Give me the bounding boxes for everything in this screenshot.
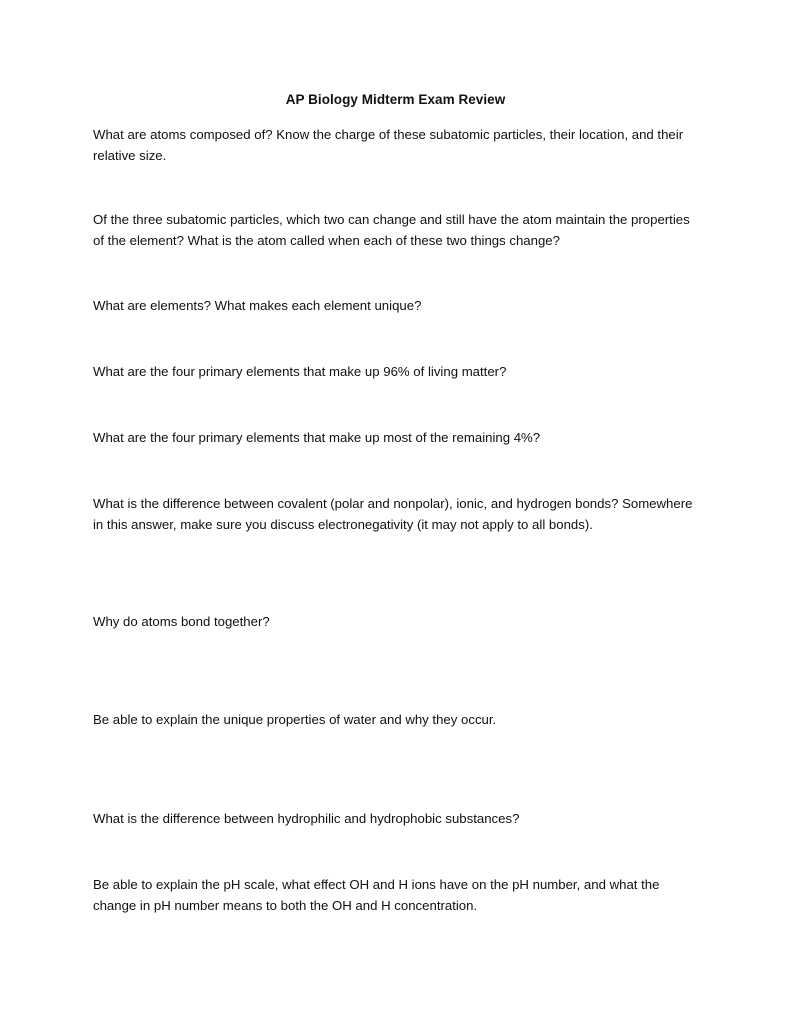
question-hydrophilic-hydrophobic: What is the difference between hydrophilic and hydrophobic substances? (93, 811, 520, 826)
question-subatomic-changes: Of the three subatomic particles, which two can change and still have the atom maintain the properties of the element? What is the atom called when each of these two things change? (93, 212, 690, 248)
question-primary-elements: What are the four primary elements that make up 96% of living matter? (93, 364, 507, 379)
question-atoms-composition: What are atoms composed of? Know the charge of these subatomic particles, their location, and their relative size. (93, 127, 684, 163)
question-water-properties: Be able to explain the unique properties of water and why they occur. (93, 712, 497, 727)
question-bond-types: What is the difference between covalent (polar and nonpolar), ionic, and hydrogen bonds? Somewhere in this answer, make sure you discuss electronegativity (it may not apply to all bonds). (93, 496, 693, 532)
question-why-bond: Why do atoms bond together? (93, 614, 270, 629)
question-remaining-elements: What are the four primary elements that make up most of the remaining 4%? (93, 430, 541, 445)
question-ph-scale: Be able to explain the pH scale, what effect OH and H ions have on the pH number, and what the change in pH number means to both the OH and H concentration. (93, 877, 660, 913)
page-title: AP Biology Midterm Exam Review (285, 92, 506, 107)
question-elements: What are elements? What makes each element unique? (93, 298, 422, 313)
